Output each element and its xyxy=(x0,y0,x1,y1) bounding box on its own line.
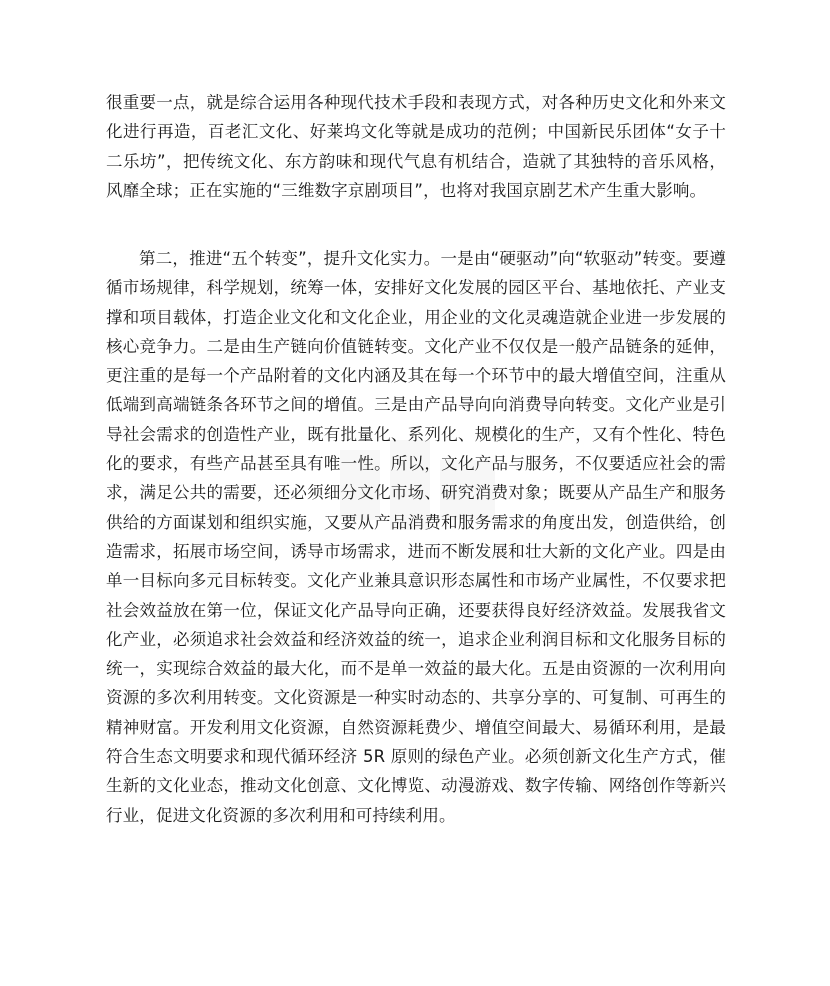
paragraph-continuation: 很重要一点，就是综合运用各种现代技术手段和表现方式，对各种历史文化和外来文化进行再造，百老汇文化、好莱坞文化等就是成功的范例；中国新民乐团体“女子十二乐坊”，把传统文化、东方韵味和现代气息有机结合，造就了其独特的音乐风格，风靡全球；正在实施的“三维数字京剧项目”，也将对我国京剧艺术产生重大影响。 xyxy=(106,93,726,200)
paragraph-five-transformations: 第二，推进“五个转变”，提升文化实力。一是由“硬驱动”向“软驱动”转变。要遵循市场规律，科学规划，统筹一体，安排好文化发展的园区平台、基地依托、产业支撑和项目载体，打造企业文化和文化企业，用企业的文化灵魂造就企业进一步发展的核心竞争力。二是由生产链向价值链转变。文化产业不仅仅是一般产品链条的延伸，更注重的是每一个产品附着的文化内涵及其在每一个环节中的最大增值空间，注重从低端到高端链条各环节之间的增值。三是由产品导向向消费导向转变。文化产业是引导社会需求的创造性产业，既有批量化、系列化、规模化的生产，又有个性化、特色化的要求，有些产品甚至具有唯一性。所以，文化产品与服务，不仅要适应社会的需求，满足公共的需要，还必须细分文化市场、研究消费对象；既要从产品生产和服务供给的方面谋划和组织实施，又要从产品消费和服务需求的角度出发，创造供给，创造需求，拓展市场空间，诱导市场需求，进而不断发展和壮大新的文化产业。四是由单一目标向多元目标转变。文化产业兼具意识形态属性和市场产业属性，不仅要求把社会效益放在第一位，保证文化产品导向正确，还要获得良好经济效益。发展我省文化产业，必须追求社会效益和经济效益的统一，追求企业利润目标和文化服务目标的统一，实现综合效益的最大化，而不是单一效益的最大化。五是由资源的一次利用向资源的多次利用转变。文化资源是一种实时动态的、共享分享的、可复制、可再生的精神财富。开发利用文化资源，自然资源耗费少、增值空间最大、易循环利用，是最符合生态文明要求和现代循环经济 5R 原则的绿色产业。必须创新文化生产方式，催生新的文化业态，推动文化创意、文化博览、动漫游戏、数字传输、网络创作等新兴行业，促进文化资源的多次利用和可持续利用。 xyxy=(106,249,726,825)
